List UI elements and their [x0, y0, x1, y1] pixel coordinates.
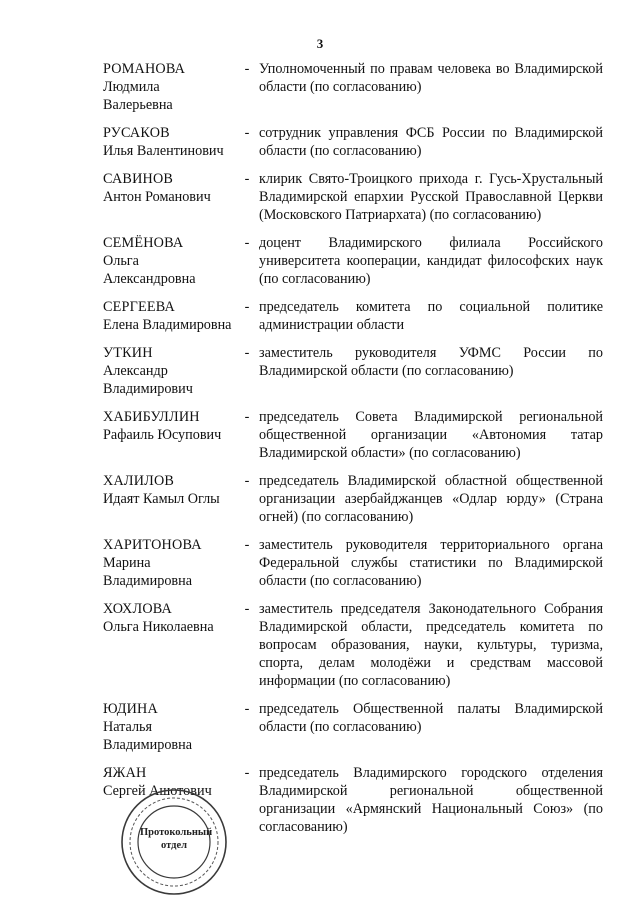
member-role: доцент Владимирского филиала Российского университета кооперации, кандидат философских наук (по согласованию) — [259, 235, 603, 287]
separator-dash: - — [244, 125, 250, 141]
seal-text — [140, 826, 213, 852]
member-surname: ЯЖАН — [103, 765, 147, 781]
list-item — [103, 700, 603, 754]
separator-dash: - — [244, 409, 250, 425]
member-role: Уполномоченный по правам человека во Владимирской области (по согласованию) — [259, 61, 603, 95]
member-role: председатель Владимирской областной общественной организации азербайджанцев «Одлар юрду» (Страна огней) (по согласованию) — [259, 473, 603, 525]
seal-line: отдел — [161, 840, 187, 851]
separator-dash: - — [244, 61, 250, 77]
member-surname: САВИНОВ — [103, 171, 174, 187]
member-surname: ЮДИНА — [103, 701, 158, 717]
member-given-name: Александр — [103, 363, 168, 379]
list-item — [103, 472, 603, 526]
member-name — [103, 124, 235, 160]
separator-dash: - — [244, 235, 250, 251]
member-patronymic: Александровна — [103, 271, 196, 287]
member-role: заместитель председателя Законодательного Собрания Владимирской области, председатель комитета по вопросам образования, науки, культуры, туризма, спорта, делам молодёжи и средствам массовой информации (по согласованию) — [259, 601, 603, 689]
member-given-name: Илья Валентинович — [103, 143, 224, 159]
member-name — [103, 60, 235, 114]
list-item — [103, 344, 603, 398]
member-given-name: Рафаиль Юсупович — [103, 427, 222, 443]
member-role: председатель комитета по социальной политике администрации области — [259, 299, 603, 333]
separator-dash: - — [244, 171, 250, 187]
separator-dash: - — [244, 473, 250, 489]
member-role: заместитель руководителя территориального органа Федеральной службы статистики по Владимирской области (по согласованию) — [259, 537, 603, 589]
member-role: сотрудник управления ФСБ России по Владимирской области (по согласованию) — [259, 125, 603, 159]
list-item — [103, 408, 603, 462]
member-patronymic: Валерьевна — [103, 97, 173, 113]
member-name — [103, 170, 235, 206]
member-name — [103, 472, 235, 508]
separator-dash: - — [244, 701, 250, 717]
round-seal-stamp — [118, 786, 230, 898]
member-name — [103, 600, 235, 636]
list-item — [103, 600, 603, 690]
member-role: председатель Совета Владимирской региональной общественной организации «Автономия татар Владимирской области» (по согласованию) — [259, 409, 603, 461]
list-item — [103, 60, 603, 114]
member-name — [103, 344, 235, 398]
member-given-name: Наталья — [103, 719, 153, 735]
member-given-name: Людмила — [103, 79, 160, 95]
separator-dash: - — [244, 537, 250, 553]
member-role: председатель Общественной палаты Владимирской области (по согласованию) — [259, 701, 603, 735]
member-given-name: Марина — [103, 555, 151, 571]
member-name — [103, 234, 235, 288]
member-surname: УТКИН — [103, 345, 153, 361]
member-given-name: Елена Владимировна — [103, 317, 232, 333]
member-given-name: Антон Романович — [103, 189, 211, 205]
member-given-name: Сергей Ашотович — [103, 783, 212, 799]
page-number: 3 — [316, 36, 324, 51]
member-surname: СЕРГЕЕВА — [103, 299, 175, 315]
list-item — [103, 298, 603, 334]
member-name — [103, 536, 235, 590]
member-role: заместитель руководителя УФМС России по Владимирской области (по согласованию) — [259, 345, 603, 379]
member-surname: ХАБИБУЛЛИН — [103, 409, 200, 425]
member-given-name: Ольга Николаевна — [103, 619, 214, 635]
member-surname: ХАРИТОНОВА — [103, 537, 202, 553]
member-surname: РУСАКОВ — [103, 125, 170, 141]
list-item — [103, 170, 603, 224]
member-surname: ХОХЛОВА — [103, 601, 172, 617]
member-patronymic: Владимировна — [103, 573, 192, 589]
separator-dash: - — [244, 601, 250, 617]
member-surname: СЕМЁНОВА — [103, 235, 184, 251]
members-list — [103, 60, 603, 836]
member-role: клирик Свято-Троицкого прихода г. Гусь-Хрустальный Владимирской епархии Русской Православной Церкви (Московского Патриархата) (по согласованию) — [259, 171, 603, 223]
member-given-name: Идаят Камыл Оглы — [103, 491, 220, 507]
member-patronymic: Владимировна — [103, 737, 192, 753]
list-item — [103, 536, 603, 590]
separator-dash: - — [244, 765, 250, 781]
list-item — [103, 124, 603, 160]
member-surname: РОМАНОВА — [103, 61, 186, 77]
member-patronymic: Владимирович — [103, 381, 193, 397]
member-name — [103, 408, 235, 444]
member-given-name: Ольга — [103, 253, 139, 269]
member-name — [103, 700, 235, 754]
member-surname: ХАЛИЛОВ — [103, 473, 175, 489]
member-name — [103, 298, 235, 334]
separator-dash: - — [244, 299, 250, 315]
member-role: председатель Владимирского городского отделения Владимирской региональной общественной организации «Армянский Национальный Союз» (по согласованию) — [259, 765, 603, 835]
list-item — [103, 234, 603, 288]
separator-dash: - — [244, 345, 250, 361]
seal-line: Протокольный — [140, 827, 213, 838]
